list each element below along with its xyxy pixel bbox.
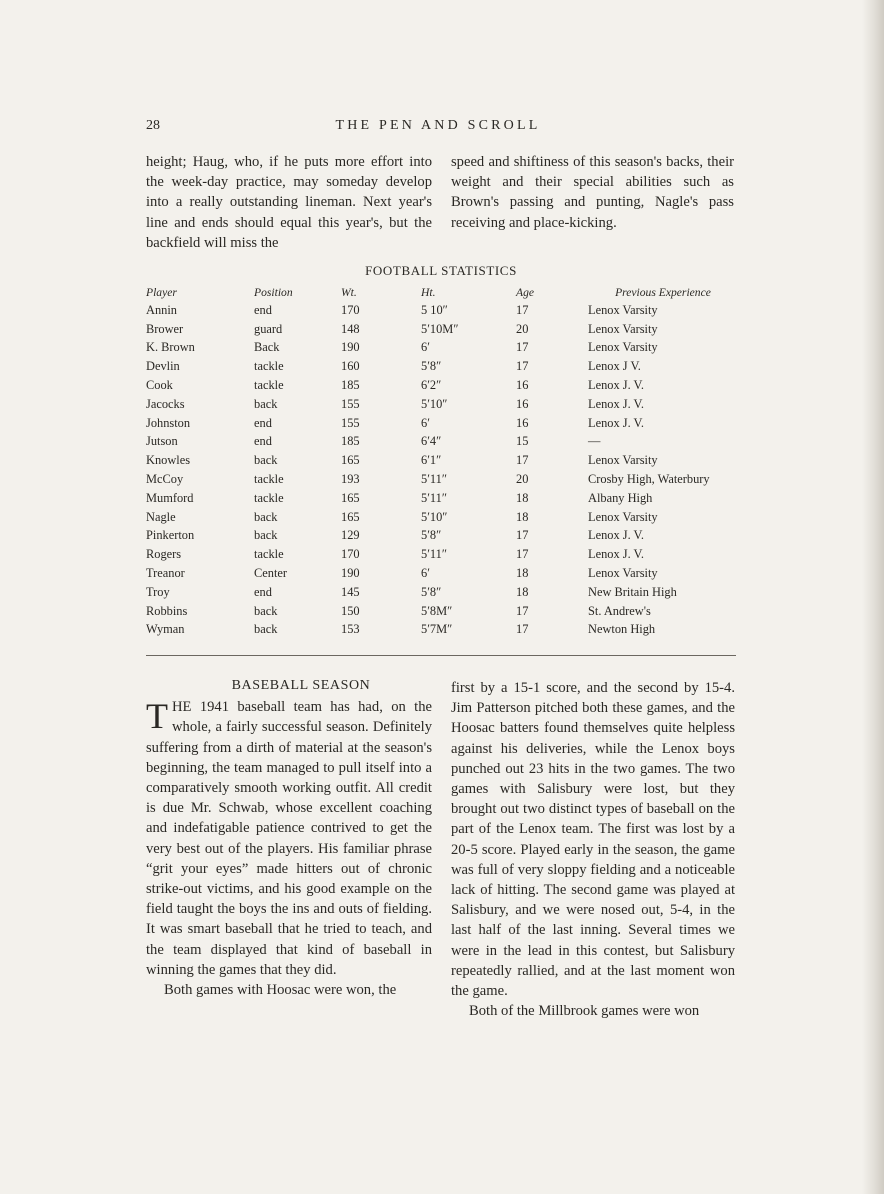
player-name-cell: Devlin [146,359,180,374]
weight-cell: 190 [341,340,360,355]
previous-experience-cell: Lenox J. V. [588,396,644,411]
player-name-cell: Troy [146,584,170,599]
height-cell: 5′11″ [421,490,447,505]
weight-cell: 193 [341,472,360,487]
weight-cell: 155 [341,396,360,411]
page-edge-shadow [862,0,884,1194]
table-row [146,451,738,470]
weight-cell: 165 [341,490,360,505]
previous-experience-cell: — [588,434,601,449]
height-cell: 6′1″ [421,453,442,468]
table-row [146,602,738,621]
table-row [146,433,738,452]
table-row [146,470,738,489]
weight-cell: 170 [341,302,360,317]
table-row [146,489,738,508]
player-name-cell: Jutson [146,434,178,449]
section-divider [146,655,736,656]
top-left-paragraph: height; Haug, who, if he puts more effort into the week-day practice, may someday develop into a really outstanding lineman. Next year's line and ends should equal this year's, but the backfield will miss the [146,154,432,251]
position-cell: tackle [254,490,284,505]
height-cell: 5′8″ [421,584,442,599]
previous-experience-cell: Albany High [588,490,653,505]
previous-experience-cell: Lenox Varsity [588,566,658,581]
age-cell: 17 [516,359,529,374]
height-cell: 5 10″ [421,302,448,317]
baseball-right-paragraph-2: Both of the Millbrook games were won [469,1003,700,1020]
page-header [146,118,730,138]
player-name-cell: Brower [146,321,184,336]
previous-experience-cell: Crosby High, Waterbury [588,472,710,487]
previous-experience-cell: St. Andrew's [588,603,651,618]
player-name-cell: Annin [146,302,177,317]
player-name-cell: K. Brown [146,340,195,355]
column-header-height: Ht. [421,285,436,299]
age-cell: 17 [516,603,529,618]
position-cell: back [254,509,278,524]
player-name-cell: Treanor [146,566,185,581]
height-cell: 5′10M″ [421,321,459,336]
height-cell: 5′7M″ [421,622,453,637]
player-name-cell: Nagle [146,509,176,524]
age-cell: 17 [516,453,529,468]
weight-cell: 185 [341,434,360,449]
player-name-cell: Robbins [146,603,188,618]
baseball-right-column [451,678,735,1021]
column-header-weight: Wt. [341,285,357,299]
height-cell: 5′10″ [421,509,448,524]
table-row [146,583,738,602]
player-name-cell: Johnston [146,415,191,430]
previous-experience-cell: Lenox Varsity [588,340,658,355]
player-name-cell: Rogers [146,547,182,562]
table-row [146,339,738,358]
table-row [146,301,738,320]
previous-experience-cell: Newton High [588,622,656,637]
age-cell: 16 [516,396,529,411]
weight-cell: 155 [341,415,360,430]
height-cell: 5′8″ [421,528,442,543]
weight-cell: 165 [341,509,360,524]
player-name-cell: Pinkerton [146,528,195,543]
position-cell: end [254,584,272,599]
previous-experience-cell: New Britain High [588,584,677,599]
age-cell: 16 [516,378,529,393]
age-cell: 17 [516,528,529,543]
section-heading: BASEBALL SEASON [231,678,371,693]
running-title: THE PEN AND SCROLL [335,118,541,133]
weight-cell: 129 [341,528,360,543]
age-cell: 20 [516,472,529,487]
table-row [146,320,738,339]
age-cell: 20 [516,321,529,336]
drop-cap: T [146,696,168,737]
height-cell: 5′11″ [421,472,447,487]
position-cell: back [254,622,278,637]
baseball-paragraph-1-text: HE 1941 baseball team has had, on the whole, a fairly successful season. Definitely suffering from a dirth of material at the season's beginning, the team managed to pull itself into a comparatively smooth working outfit. All credit is due Mr. Schwab, whose excellent coaching and indefatigable patience contrived to get the very best out of the players. His familiar phrase “grit your eyes” made hitters out of chronic strike-out victims, and his good example on the field taught the boys the ins and outs of fielding. It was smart baseball that he tried to teach, and the team displayed that kind of baseball in winning the games that they did. [146,699,432,978]
previous-experience-cell: Lenox J. V. [588,415,644,430]
baseball-right-paragraph-1: first by a 15-1 score, and the second by 15-4. Jim Patterson pitched both these games, and the Hoosac batters found themselves quite helpless against his deliveries, while the Lenox boys punched out 23 hits in the two games. The two games with Salisbury were lost, but they brought out two distinct types of baseball on the part of the Lenox team. The first was lost by a 20-5 score. Played early in the season, the game was full of very sloppy fielding and a noticeable lack of hitting. The second game was played at Salisbury, and we were nosed out, 5-4, in the last half of the last inning. Several times we were in the lead in this contest, but Salisbury repeatedly rallied, and at the last moment won the game. [451,680,735,1000]
player-name-cell: Jacocks [146,396,185,411]
weight-cell: 150 [341,603,360,618]
position-cell: end [254,434,272,449]
weight-cell: 185 [341,378,360,393]
age-cell: 17 [516,622,529,637]
table-row [146,376,738,395]
baseball-left-column [146,676,432,1000]
height-cell: 6′4″ [421,434,442,449]
position-cell: tackle [254,547,284,562]
position-cell: back [254,528,278,543]
height-cell: 5′10″ [421,396,448,411]
table-row [146,621,738,640]
weight-cell: 190 [341,566,360,581]
top-left-column [146,152,432,253]
weight-cell: 170 [341,547,360,562]
age-cell: 18 [516,509,529,524]
table-row [146,357,738,376]
height-cell: 5′8M″ [421,603,453,618]
position-cell: end [254,415,272,430]
previous-experience-cell: Lenox J. V. [588,378,644,393]
position-cell: tackle [254,378,284,393]
position-cell: Center [254,566,288,581]
position-cell: back [254,603,278,618]
position-cell: end [254,302,272,317]
age-cell: 17 [516,547,529,562]
column-header-age: Age [516,285,535,299]
age-cell: 16 [516,415,529,430]
table-row [146,527,738,546]
age-cell: 18 [516,584,529,599]
previous-experience-cell: Lenox J V. [588,359,641,374]
player-name-cell: Knowles [146,453,191,468]
previous-experience-cell: Lenox J. V. [588,547,644,562]
baseball-paragraph-2: Both games with Hoosac were won, the [164,982,397,999]
table-row [146,395,738,414]
player-name-cell: Cook [146,378,173,393]
column-header-experience: Previous Experience [615,285,711,299]
column-header-player: Player [146,285,177,299]
player-name-cell: McCoy [146,472,184,487]
page-number: 28 [146,118,160,133]
position-cell: tackle [254,359,284,374]
position-cell: back [254,396,278,411]
weight-cell: 153 [341,622,360,637]
weight-cell: 148 [341,321,360,336]
previous-experience-cell: Lenox Varsity [588,302,658,317]
table-row [146,545,738,564]
previous-experience-cell: Lenox J. V. [588,528,644,543]
position-cell: tackle [254,472,284,487]
position-cell: Back [254,340,280,355]
stats-table-title: FOOTBALL STATISTICS [365,263,517,278]
height-cell: 5′11″ [421,547,447,562]
table-header-row [146,283,738,301]
table-body [146,301,738,639]
weight-cell: 145 [341,584,360,599]
age-cell: 17 [516,340,529,355]
height-cell: 6′ [421,566,430,581]
weight-cell: 160 [341,359,360,374]
table-row [146,508,738,527]
age-cell: 18 [516,566,529,581]
previous-experience-cell: Lenox Varsity [588,453,658,468]
height-cell: 6′ [421,340,430,355]
age-cell: 17 [516,302,529,317]
table-row [146,414,738,433]
previous-experience-cell: Lenox Varsity [588,509,658,524]
player-name-cell: Mumford [146,490,194,505]
previous-experience-cell: Lenox Varsity [588,321,658,336]
height-cell: 6′ [421,415,430,430]
top-right-column [451,152,734,233]
weight-cell: 165 [341,453,360,468]
football-statistics-table [146,283,738,639]
baseball-paragraph-1 [146,697,432,980]
age-cell: 15 [516,434,529,449]
table-row [146,564,738,583]
height-cell: 6′2″ [421,378,442,393]
position-cell: guard [254,321,283,336]
column-header-position: Position [254,285,293,299]
age-cell: 18 [516,490,529,505]
top-right-paragraph: speed and shiftiness of this season's backs, their weight and their special abilities such as Brown's passing and punting, Nagle's pass receiving and place-kicking. [451,154,734,231]
height-cell: 5′8″ [421,359,442,374]
player-name-cell: Wyman [146,622,185,637]
position-cell: back [254,453,278,468]
